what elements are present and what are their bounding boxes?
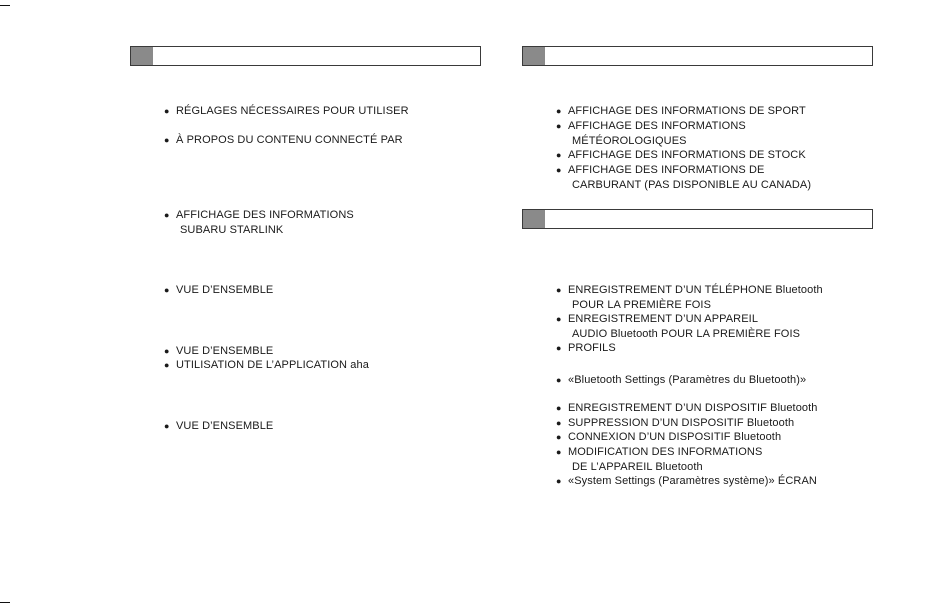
bullet-icon: ●: [556, 285, 562, 295]
list-item[interactable]: [556, 119, 746, 148]
section-header-bar-left: [130, 46, 481, 66]
list-item-text-continued: CARBURANT (PAS DISPONIBLE AU CANADA): [572, 178, 812, 191]
list-item-text: «Bluetooth Settings (Paramètres du Bluetooth)»: [568, 374, 807, 386]
crop-mark-bottom: [0, 602, 10, 603]
list-item[interactable]: [556, 104, 806, 119]
bullet-icon: ●: [164, 360, 170, 370]
bullet-icon: ●: [556, 447, 562, 457]
list-item-text: SUPPRESSION D’UN DISPOSITIF Bluetooth: [568, 417, 795, 429]
list-item[interactable]: [556, 341, 616, 356]
list-item-text: AFFICHAGE DES INFORMATIONS: [176, 209, 354, 221]
list-item-text: À PROPOS DU CONTENU CONNECTÉ PAR: [176, 134, 403, 146]
bullet-icon: ●: [556, 432, 562, 442]
list-item-text: UTILISATION DE L’APPLICATION aha: [176, 359, 369, 371]
list-item-text: ENREGISTREMENT D’UN DISPOSITIF Bluetooth: [568, 402, 818, 414]
list-item-text-continued: SUBARU STARLINK: [180, 223, 284, 236]
list-item-text-continued: AUDIO Bluetooth POUR LA PREMIÈRE FOIS: [572, 327, 801, 340]
list-item-text: AFFICHAGE DES INFORMATIONS DE SPORT: [568, 105, 806, 117]
list-item[interactable]: [556, 416, 795, 431]
section-header-tab: [523, 47, 545, 65]
list-item[interactable]: [164, 104, 409, 119]
list-item[interactable]: [556, 430, 782, 445]
list-item-text-continued: MÉTÉOROLOGIQUES: [572, 134, 687, 147]
list-item-text: PROFILS: [568, 342, 616, 354]
section-header-tab: [131, 47, 153, 65]
list-item[interactable]: [556, 312, 801, 341]
section-header-bar-right-top: [522, 46, 873, 66]
bullet-icon: ●: [164, 346, 170, 356]
list-item-text: «System Settings (Paramètres système)» ÉCRAN: [568, 475, 817, 487]
list-item-text-continued: DE L’APPAREIL Bluetooth: [572, 460, 703, 473]
section-header-bar-right-middle: [522, 209, 873, 229]
bullet-icon: ●: [164, 106, 170, 116]
list-item-text: VUE D’ENSEMBLE: [176, 420, 274, 432]
bullet-icon: ●: [556, 121, 562, 131]
section-header-tab: [523, 210, 545, 228]
list-item-text: AFFICHAGE DES INFORMATIONS: [568, 120, 746, 132]
list-item-text: MODIFICATION DES INFORMATIONS: [568, 446, 763, 458]
list-item[interactable]: [164, 283, 274, 298]
list-item-text: ENREGISTREMENT D’UN APPAREIL: [568, 313, 759, 325]
list-item-text: ENREGISTREMENT D’UN TÉLÉPHONE Bluetooth: [568, 284, 823, 296]
bullet-icon: ●: [556, 476, 562, 486]
bullet-icon: ●: [556, 106, 562, 116]
list-item-text: RÉGLAGES NÉCESSAIRES POUR UTILISER: [176, 105, 409, 117]
list-item[interactable]: [164, 208, 354, 237]
list-item[interactable]: [556, 163, 812, 192]
bullet-icon: ●: [556, 343, 562, 353]
list-item-text: VUE D’ENSEMBLE: [176, 284, 274, 296]
bullet-icon: ●: [164, 285, 170, 295]
list-item-text: VUE D’ENSEMBLE: [176, 345, 274, 357]
crop-mark-top: [0, 5, 10, 6]
list-item-text: CONNEXION D’UN DISPOSITIF Bluetooth: [568, 431, 782, 443]
bullet-icon: ●: [164, 421, 170, 431]
bullet-icon: ●: [556, 375, 562, 385]
bullet-icon: ●: [556, 403, 562, 413]
list-item[interactable]: [556, 401, 818, 416]
list-item[interactable]: [164, 133, 403, 148]
list-item[interactable]: [164, 358, 369, 373]
bullet-icon: ●: [556, 150, 562, 160]
list-item[interactable]: [164, 344, 274, 359]
list-item[interactable]: [556, 373, 807, 388]
list-item[interactable]: [164, 419, 274, 434]
list-item[interactable]: [556, 283, 823, 312]
list-item[interactable]: [556, 148, 806, 163]
bullet-icon: ●: [164, 135, 170, 145]
bullet-icon: ●: [556, 418, 562, 428]
bullet-icon: ●: [556, 165, 562, 175]
list-item-text-continued: POUR LA PREMIÈRE FOIS: [572, 298, 712, 311]
list-item[interactable]: [556, 445, 763, 474]
list-item-text: AFFICHAGE DES INFORMATIONS DE STOCK: [568, 149, 806, 161]
bullet-icon: ●: [164, 210, 170, 220]
list-item-text: AFFICHAGE DES INFORMATIONS DE: [568, 164, 765, 176]
list-item[interactable]: [556, 474, 817, 489]
bullet-icon: ●: [556, 314, 562, 324]
